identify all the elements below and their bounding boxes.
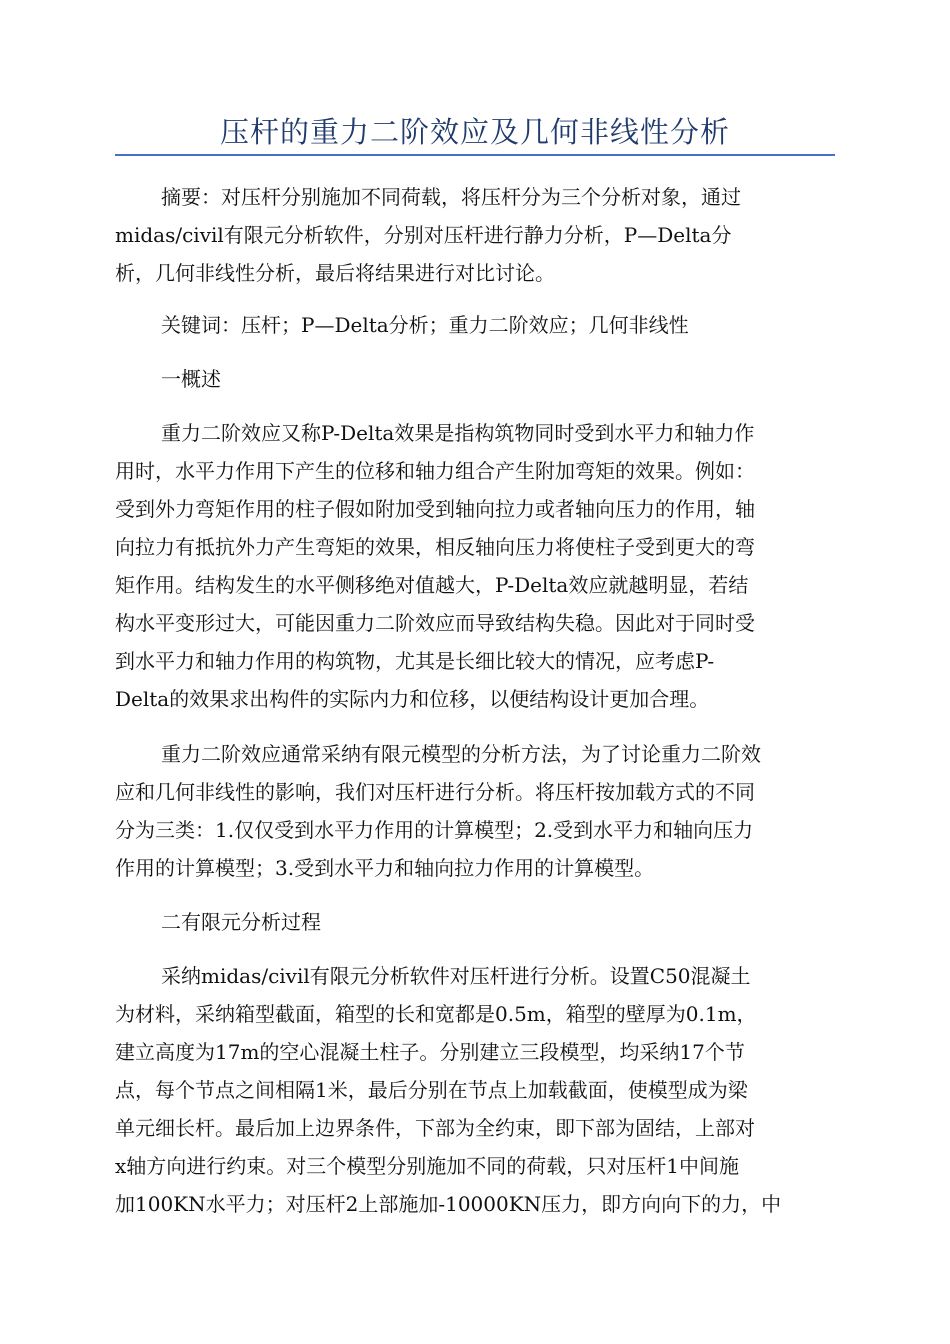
overview-paragraph-1 <box>115 414 835 718</box>
paragraph-line: 采纳midas/civil有限元分析软件对压杆进行分析。设置C50混凝土 <box>161 964 751 988</box>
paragraph-line: 点，每个节点之间相隔1米，最后分别在节点上加载截面，使模型成为梁 <box>115 1078 748 1102</box>
paragraph-line: 单元细长杆。最后加上边界条件，下部为全约束，即下部为固结，上部对 <box>115 1116 755 1140</box>
paragraph-line: 重力二阶效应通常采纳有限元模型的分析方法，为了讨论重力二阶效 <box>161 742 761 766</box>
paragraph-line: 分为三类：1.仅仅受到水平力作用的计算模型；2.受到水平力和轴向压力 <box>115 818 754 842</box>
paragraph-line: 受到外力弯矩作用的柱子假如附加受到轴向拉力或者轴向压力的作用，轴 <box>115 497 755 521</box>
paragraph-line: 作用的计算模型；3.受到水平力和轴向拉力作用的计算模型。 <box>115 856 655 880</box>
section-heading: 一概述 <box>161 367 221 391</box>
paragraph-line: 构水平变形过大，可能因重力二阶效应而导致结构失稳。因此对于同时受 <box>115 611 755 635</box>
section-heading-fea <box>115 903 835 941</box>
paragraph-line: 析，几何非线性分析，最后将结果进行对比讨论。 <box>115 261 555 285</box>
paragraph-line: Delta的效果求出构件的实际内力和位移，以便结构设计更加合理。 <box>115 687 710 711</box>
fea-paragraph-1 <box>115 957 835 1223</box>
paragraph-line: 应和几何非线性的影响，我们对压杆进行分析。将压杆按加载方式的不同 <box>115 780 755 804</box>
section-heading: 二有限元分析过程 <box>161 910 321 934</box>
paragraph-line: 摘要：对压杆分别施加不同荷载，将压杆分为三个分析对象，通过 <box>161 185 741 209</box>
paragraph-line: midas/civil有限元分析软件，分别对压杆进行静力分析，P—Delta分 <box>115 223 732 247</box>
paragraph-line: 加100KN水平力；对压杆2上部施加-10000KN压力，即方向向下的力，中 <box>115 1192 782 1216</box>
paragraph-line: 矩作用。结构发生的水平侧移绝对值越大，P-Delta效应就越明显，若结 <box>115 573 749 597</box>
paragraph-line: x轴方向进行约束。对三个模型分别施加不同的荷载，只对压杆1中间施 <box>115 1154 740 1178</box>
section-heading-overview <box>115 360 835 398</box>
paragraph-line: 向拉力有抵抗外力产生弯矩的效果，相反轴向压力将使柱子受到更大的弯 <box>115 535 755 559</box>
paragraph-line: 到水平力和轴力作用的构筑物，尤其是长细比较大的情况，应考虑P- <box>115 649 715 673</box>
overview-paragraph-2 <box>115 735 835 887</box>
abstract-paragraph <box>115 178 835 292</box>
title-underline <box>115 154 835 156</box>
paragraph-line: 用时，水平力作用下产生的位移和轴力组合产生附加弯矩的效果。例如： <box>115 459 755 483</box>
keywords-line: 关键词：压杆；P—Delta分析；重力二阶效应；几何非线性 <box>161 313 689 337</box>
paragraph-line: 建立高度为17m的空心混凝土柱子。分别建立三段模型，均采纳17个节 <box>115 1040 745 1064</box>
paragraph-line: 为材料，采纳箱型截面，箱型的长和宽都是0.5m，箱型的壁厚为0.1m， <box>115 1002 757 1026</box>
paragraph-line: 重力二阶效应又称P-Delta效果是指构筑物同时受到水平力和轴力作 <box>161 421 755 445</box>
keywords-paragraph <box>115 306 835 344</box>
document-title: 压杆的重力二阶效应及几何非线性分析 <box>219 115 730 149</box>
